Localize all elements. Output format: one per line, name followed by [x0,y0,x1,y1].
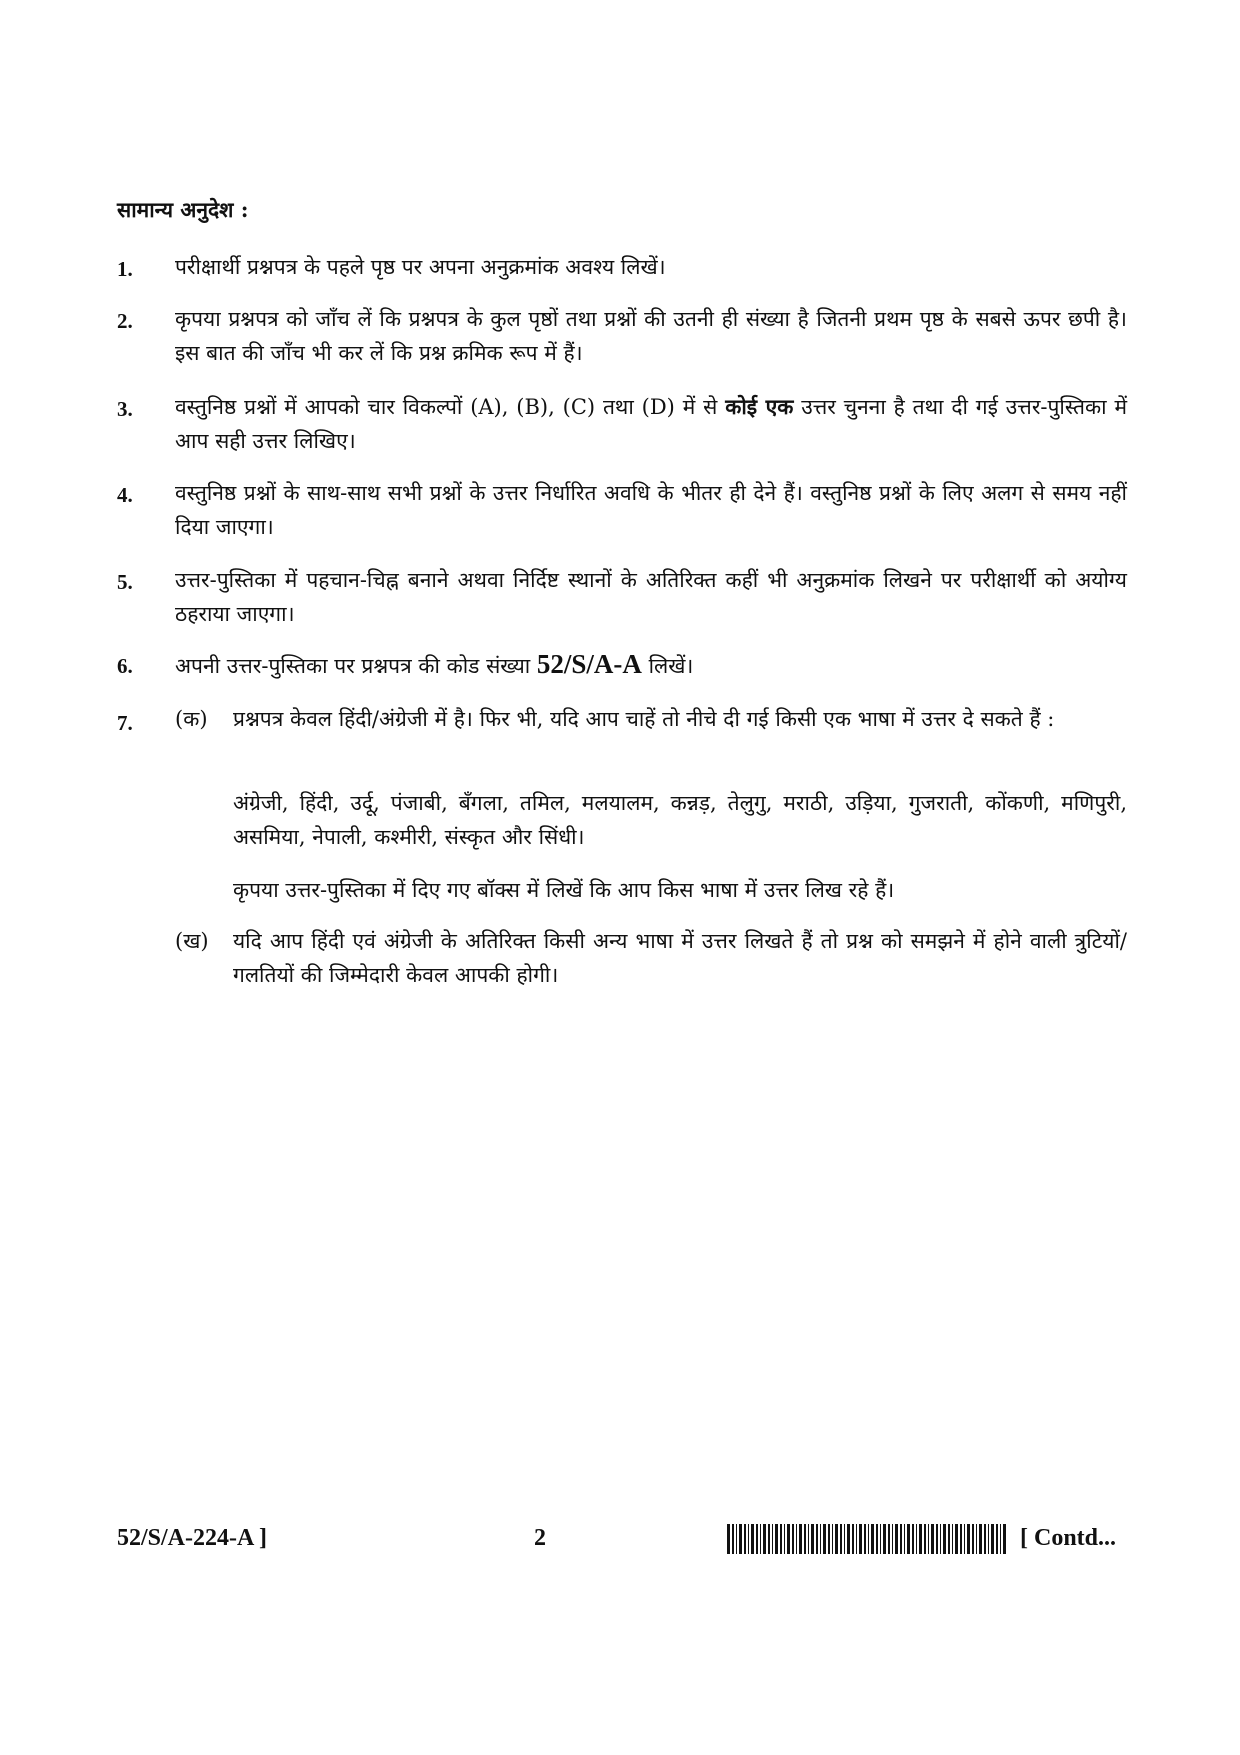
paper-code-inline: 52/S/A-A [536,649,642,679]
instruction-number: 3. [117,397,133,421]
sub-item-mark-ka: (क) [175,707,208,731]
instruction-text [175,647,1127,683]
instruction-text: कृपया प्रश्नपत्र को जाँच लें कि प्रश्नपत्र के कुल पृष्ठों तथा प्रश्नों की उतनी ही संख्या है जितनी प्रथम पृष्ठ के सबसे ऊपर छपी है। इस बात की जाँच भी कर लें कि प्रश्न क्रमिक रूप में हैं। [175,307,1127,365]
instruction-item-1 [117,250,1127,284]
instruction-text-part: लिखें। [641,654,694,678]
languages-list: अंग्रेजी, हिंदी, उर्दू, पंजाबी, बँगला, तमिल, मलयालम, कन्नड़, तेलुगु, मराठी, उड़िया, गुजराती, कोंकणी, मणिपुरी, असमिया, नेपाली, कश्मीरी, संस्कृत और सिंधी। [233,791,1127,849]
general-instructions-heading: सामान्य अनुदेश : [117,197,249,222]
instruction-item-4 [117,476,1127,544]
sub-item-text: यदि आप हिंदी एवं अंग्रेजी के अतिरिक्त किसी अन्य भाषा में उत्तर लिखते हैं तो प्रश्न को समझने में होने वाली त्रुटियों/गलतियों की जिम्मेदारी केवल आपकी होगी। [233,929,1127,987]
instruction-text: वस्तुनिष्ठ प्रश्नों के साथ-साथ सभी प्रश्नों के उत्तर निर्धारित अवधि के भीतर ही देने हैं। वस्तुनिष्ठ प्रश्नों के लिए अलग से समय नहीं दिया जाएगा। [175,481,1127,539]
sub-item-mark-kha: (ख) [175,929,209,953]
instruction-text-part: वस्तुनिष्ठ प्रश्नों में आपको चार विकल्पों (A), (B), (C) तथा (D) में से [175,395,726,419]
instruction-number: 7. [117,711,133,735]
page-number: 2 [534,1525,546,1551]
instruction-number: 1. [117,257,133,281]
barcode-icon [727,1524,1007,1554]
instruction-item-3 [117,390,1127,458]
instruction-number: 5. [117,570,133,594]
instruction-number: 2. [117,309,133,333]
instruction-text: उत्तर-पुस्तिका में पहचान-चिह्न बनाने अथवा निर्दिष्ट स्थानों के अतिरिक्त कहीं भी अनुक्रमांक लिखने पर परीक्षार्थी को अयोग्य ठहराया जाएगा। [175,568,1127,626]
instruction-7a [175,702,1127,736]
instruction-item-2 [117,302,1127,370]
sub-item-text: प्रश्नपत्र केवल हिंदी/अंग्रेजी में है। फिर भी, यदि आप चाहें तो नीचे दी गई किसी एक भाषा में उत्तर दे सकते हैं : [233,707,1055,731]
instruction-7b [175,924,1127,992]
footer-paper-code: 52/S/A-224-A ] [117,1525,267,1551]
instruction-number: 6. [117,654,133,678]
emphasis-text: कोई एक [725,394,794,419]
instruction-item-6 [117,647,1127,683]
footer-contd: [ Contd... [1020,1525,1117,1551]
instruction-text-part: उत्तर चुनना है तथा दी गई उत्तर-पुस्तिका में आप सही उत्तर लिखिए। [175,395,1128,453]
language-box-note: कृपया उत्तर-पुस्तिका में दिए गए बॉक्स में लिखें कि आप किस भाषा में उत्तर लिख रहे हैं। [233,878,895,902]
instruction-item-5 [117,563,1127,631]
instruction-text-part: अपनी उत्तर-पुस्तिका पर प्रश्नपत्र की कोड संख्या [175,654,537,678]
instruction-number: 4. [117,483,133,507]
instruction-text: परीक्षार्थी प्रश्नपत्र के पहले पृष्ठ पर अपना अनुक्रमांक अवश्य लिखें। [175,255,666,279]
instruction-text [175,390,1127,458]
